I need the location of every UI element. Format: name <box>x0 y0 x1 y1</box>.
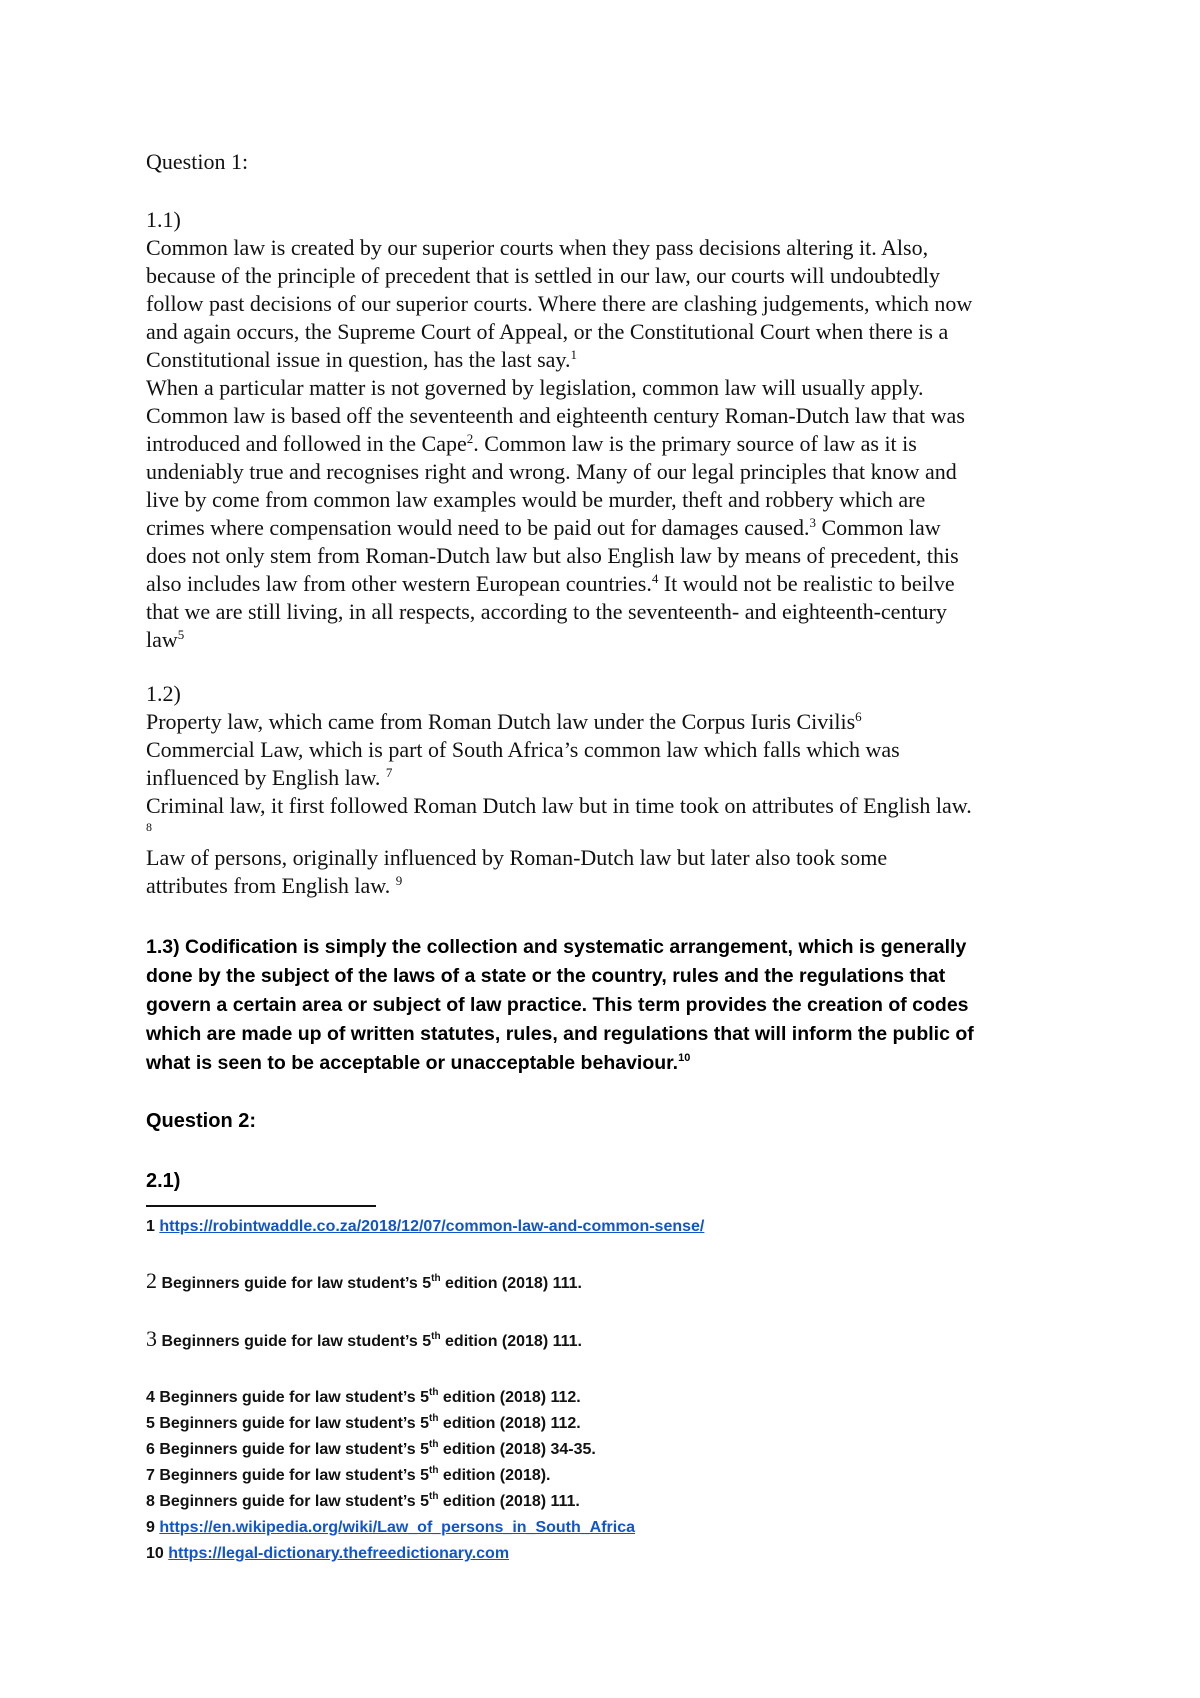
question-2-heading: Question 2: <box>146 1110 257 1132</box>
text-line: govern a certain area or subject of law practice. This term provides the creation of codes <box>146 994 969 1016</box>
footnote-10: 10 https://legal-dictionary.thefreedictionary.com <box>146 1545 510 1562</box>
footnote-6: 6 Beginners guide for law student’s 5th edition (2018) 34-35. <box>146 1439 596 1458</box>
footnote-4: 4 Beginners guide for law student’s 5th edition (2018) 112. <box>146 1387 581 1406</box>
footnote-link[interactable]: https://en.wikipedia.org/wiki/Law_of_persons_in_South_Africa <box>159 1519 636 1536</box>
footnote-ref[interactable]: 5 <box>177 627 185 642</box>
text-line: undeniably true and recognises right and wrong. Many of our legal principles that know and <box>146 459 957 484</box>
footnote-ref[interactable]: 3 <box>809 515 816 530</box>
text-line: influenced by English law. $^7$ <box>146 765 393 790</box>
text-line: does not only stem from Roman-Dutch law but also English law by means of precedent, this <box>146 543 959 568</box>
text-line: When a particular matter is not governed by legislation, common law will usually apply. <box>146 375 924 400</box>
footnote-5: 5 Beginners guide for law student’s 5th edition (2018) 112. <box>146 1413 581 1432</box>
footnote-ref[interactable]: 6 <box>855 709 862 724</box>
section-1-3-paragraph <box>146 933 1066 1078</box>
footnote-separator <box>146 1205 376 1207</box>
footnote-3: 3 Beginners guide for law student’s 5th edition (2018) 111. <box>146 1326 582 1351</box>
text-line: done by the subject of the laws of a state or the country, rules and the regulations that <box>146 965 946 987</box>
text-line: what is seen to be acceptable or unacceptable behaviour.$^{10}$ <box>146 1052 691 1074</box>
text-line: follow past decisions of our superior courts. Where there are clashing judgements, which now <box>146 291 973 316</box>
section-1-2-label: 1.2) <box>146 681 181 706</box>
question-1-heading: Question 1: <box>146 149 249 174</box>
footnote-1: 1 https://robintwaddle.co.za/2018/12/07/common-law-and-common-sense/ <box>146 1218 705 1235</box>
footnote-9: 9 https://en.wikipedia.org/wiki/Law_of_persons_in_South_Africa <box>146 1519 636 1536</box>
section-1-2-paragraph <box>146 708 1066 900</box>
text-line: 1.3) Codification is simply the collection and systematic arrangement, which is generally <box>146 936 967 958</box>
text-line: crimes where compensation would need to be paid out for damages caused.$^3$ Common law <box>146 515 941 540</box>
text-line: which are made up of written statutes, rules, and regulations that will inform the public of <box>146 1023 974 1045</box>
text-line: Criminal law, it first followed Roman Dutch law but in time took on attributes of English law. <box>146 793 972 818</box>
footnote-ref[interactable]: 7 <box>385 765 393 780</box>
footnote-ref[interactable]: 4 <box>651 571 659 586</box>
footnote-7: 7 Beginners guide for law student’s 5th edition (2018). <box>146 1465 551 1484</box>
footnote-ref[interactable]: 8 <box>146 820 152 834</box>
text-line: law$^5$ <box>146 627 185 652</box>
footnote-ref[interactable]: 2 <box>466 431 474 446</box>
footnote-2: 2 Beginners guide for law student’s 5th edition (2018) 111. <box>146 1268 582 1293</box>
footnote-ref[interactable]: 9 <box>395 873 403 888</box>
text-line <box>146 820 1066 844</box>
text-line: that we are still living, in all respects, according to the seventeenth- and eighteenth-century <box>146 599 947 624</box>
text-line: Law of persons, originally influenced by Roman-Dutch law but later also took some <box>146 845 888 870</box>
text-line: introduced and followed in the Cape$^2$. Common law is the primary source of law as it is <box>146 431 917 456</box>
text-line: live by come from common law examples would be murder, theft and robbery which are <box>146 487 926 512</box>
text-line: attributes from English law. $^9$ <box>146 873 403 898</box>
text-line: Constitutional issue in question, has the last say.$^1$ <box>146 347 577 372</box>
text-line: Property law, which came from Roman Dutch law under the Corpus Iuris Civilis$^6$ <box>146 709 862 734</box>
footnote-ref[interactable]: 10 <box>678 1052 691 1064</box>
footnote-link[interactable]: https://legal-dictionary.thefreedictionary.com <box>168 1545 510 1562</box>
text-line: also includes law from other western European countries.$^4$ It would not be realistic to beilve <box>146 571 955 596</box>
footnote-8: 8 Beginners guide for law student’s 5th edition (2018) 111. <box>146 1491 580 1510</box>
text-line: because of the principle of precedent that is settled in our law, our courts will undoubtedly <box>146 263 941 288</box>
text-line: Commercial Law, which is part of South Africa’s common law which falls which was <box>146 737 900 762</box>
section-1-1-paragraph <box>146 234 1066 654</box>
section-2-1-label: 2.1) <box>146 1170 181 1192</box>
text-line: Common law is based off the seventeenth and eighteenth century Roman-Dutch law that was <box>146 403 965 428</box>
footnote-link[interactable]: https://robintwaddle.co.za/2018/12/07/common-law-and-common-sense/ <box>159 1218 705 1235</box>
footnote-ref[interactable]: 1 <box>570 347 577 362</box>
text-line: and again occurs, the Supreme Court of Appeal, or the Constitutional Court when there is a <box>146 319 949 344</box>
section-1-1-label: 1.1) <box>146 207 181 232</box>
text-line: Common law is created by our superior courts when they pass decisions altering it. Also, <box>146 235 929 260</box>
